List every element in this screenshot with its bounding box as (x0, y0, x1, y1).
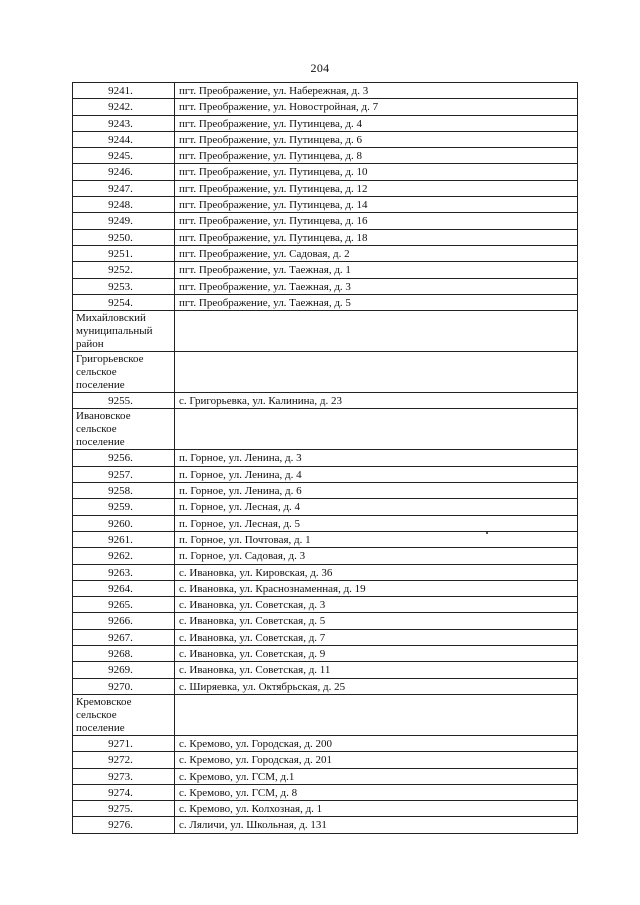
row-address: п. Горное, ул. Садовая, д. 3 (175, 548, 578, 564)
row-address: п. Горное, ул. Почтовая, д. 1 (175, 531, 578, 547)
row-address: с. Ивановка, ул. Советская, д. 11 (175, 662, 578, 678)
row-number: 9264. (73, 580, 175, 596)
row-address: с. Ивановка, ул. Советская, д. 9 (175, 646, 578, 662)
table-row (73, 515, 578, 531)
group-row (73, 352, 578, 393)
row-number: 9242. (73, 99, 175, 115)
row-address: с. Ивановка, ул. Кировская, д. 36 (175, 564, 578, 580)
row-address: пгт. Преображение, ул. Путинцева, д. 4 (175, 115, 578, 131)
row-address: с. Кремово, ул. Городская, д. 201 (175, 752, 578, 768)
row-address: пгт. Преображение, ул. Путинцева, д. 10 (175, 164, 578, 180)
group-label (73, 409, 175, 450)
group-label (73, 311, 175, 352)
table-row (73, 817, 578, 833)
table-row (73, 131, 578, 147)
table-row (73, 784, 578, 800)
row-address: п. Горное, ул. Ленина, д. 3 (175, 450, 578, 466)
row-address: с. Кремово, ул. ГСМ, д. 8 (175, 784, 578, 800)
table-row (73, 531, 578, 547)
table-row (73, 662, 578, 678)
row-number: 9245. (73, 148, 175, 164)
row-number: 9259. (73, 499, 175, 515)
row-address: пгт. Преображение, ул. Новостройная, д. 7 (175, 99, 578, 115)
address-table (72, 82, 578, 834)
row-address: пгт. Преображение, ул. Путинцева, д. 8 (175, 148, 578, 164)
row-number: 9269. (73, 662, 175, 678)
row-address: с. Ивановка, ул. Советская, д. 3 (175, 597, 578, 613)
row-number: 9251. (73, 245, 175, 261)
row-address: пгт. Преображение, ул. Таежная, д. 3 (175, 278, 578, 294)
group-label (73, 352, 175, 393)
row-number: 9247. (73, 180, 175, 196)
table-row (73, 580, 578, 596)
row-number: 9255. (73, 393, 175, 409)
row-number: 9241. (73, 83, 175, 99)
table-row (73, 99, 578, 115)
row-address: пгт. Преображение, ул. Таежная, д. 1 (175, 262, 578, 278)
group-label-line: Михайловский (76, 312, 146, 325)
row-address: пгт. Преображение, ул. Набережная, д. 3 (175, 83, 578, 99)
row-number: 9262. (73, 548, 175, 564)
group-label-line: поселение (76, 436, 125, 449)
table-row (73, 597, 578, 613)
group-label-line: Григорьевское (76, 353, 144, 366)
table-row (73, 752, 578, 768)
table-row (73, 629, 578, 645)
row-address: пгт. Преображение, ул. Путинцева, д. 16 (175, 213, 578, 229)
table-row (73, 148, 578, 164)
row-number: 9273. (73, 768, 175, 784)
table-row (73, 164, 578, 180)
table-row (73, 450, 578, 466)
table-row (73, 197, 578, 213)
row-number: 9261. (73, 531, 175, 547)
row-address: с. Ширяевка, ул. Октябрьская, д. 25 (175, 678, 578, 694)
row-number: 9270. (73, 678, 175, 694)
row-number: 9246. (73, 164, 175, 180)
row-address: с. Кремово, ул. ГСМ, д.1 (175, 768, 578, 784)
row-number: 9244. (73, 131, 175, 147)
address-table-body (73, 83, 578, 834)
row-number: 9272. (73, 752, 175, 768)
row-number: 9268. (73, 646, 175, 662)
group-row (73, 311, 578, 352)
group-label-line: Ивановское (76, 410, 131, 423)
table-row (73, 646, 578, 662)
row-number: 9252. (73, 262, 175, 278)
row-address: пгт. Преображение, ул. Путинцева, д. 14 (175, 197, 578, 213)
row-number: 9260. (73, 515, 175, 531)
row-address: пгт. Преображение, ул. Путинцева, д. 18 (175, 229, 578, 245)
table-row (73, 801, 578, 817)
table-row (73, 499, 578, 515)
table-row (73, 678, 578, 694)
table-row (73, 213, 578, 229)
table-row (73, 245, 578, 261)
row-address: с. Ивановка, ул. Краснознаменная, д. 19 (175, 580, 578, 596)
row-number: 9271. (73, 735, 175, 751)
table-row (73, 294, 578, 310)
table-row (73, 466, 578, 482)
row-address: п. Горное, ул. Ленина, д. 4 (175, 466, 578, 482)
row-number: 9275. (73, 801, 175, 817)
row-address: п. Горное, ул. Лесная, д. 4 (175, 499, 578, 515)
group-empty-cell (175, 352, 578, 393)
row-number: 9253. (73, 278, 175, 294)
table-row (73, 229, 578, 245)
table-row (73, 613, 578, 629)
row-address: с. Кремово, ул. Колхозная, д. 1 (175, 801, 578, 817)
group-row (73, 694, 578, 735)
row-number: 9254. (73, 294, 175, 310)
row-number: 9243. (73, 115, 175, 131)
group-label-line: поселение (76, 379, 125, 392)
row-address: п. Горное, ул. Лесная, д. 5 (175, 515, 578, 531)
group-label-line: Кремовское (76, 695, 132, 708)
table-row (73, 393, 578, 409)
table-row (73, 115, 578, 131)
table-row (73, 262, 578, 278)
row-number: 9256. (73, 450, 175, 466)
row-number: 9274. (73, 784, 175, 800)
row-number: 9265. (73, 597, 175, 613)
row-number: 9257. (73, 466, 175, 482)
row-number: 9263. (73, 564, 175, 580)
row-address: с. Кремово, ул. Городская, д. 200 (175, 735, 578, 751)
group-empty-cell (175, 409, 578, 450)
row-address: с. Григорьевка, ул. Калинина, д. 23 (175, 393, 578, 409)
row-address: п. Горное, ул. Ленина, д. 6 (175, 483, 578, 499)
row-number: 9266. (73, 613, 175, 629)
row-number: 9249. (73, 213, 175, 229)
group-label-line: сельское (76, 708, 117, 721)
group-label-line: район (76, 338, 104, 351)
row-number: 9248. (73, 197, 175, 213)
group-empty-cell (175, 694, 578, 735)
scan-speck (486, 532, 488, 534)
group-label-line: сельское (76, 423, 117, 436)
row-address: пгт. Преображение, ул. Таежная, д. 5 (175, 294, 578, 310)
table-row (73, 278, 578, 294)
row-address: с. Ивановка, ул. Советская, д. 7 (175, 629, 578, 645)
group-empty-cell (175, 311, 578, 352)
row-number: 9258. (73, 483, 175, 499)
row-address: с. Ляличи, ул. Школьная, д. 131 (175, 817, 578, 833)
group-label-line: муниципальный (76, 325, 153, 338)
table-row (73, 180, 578, 196)
table-row (73, 483, 578, 499)
group-label-line: поселение (76, 721, 125, 734)
row-address: пгт. Преображение, ул. Путинцева, д. 6 (175, 131, 578, 147)
row-address: пгт. Преображение, ул. Путинцева, д. 12 (175, 180, 578, 196)
row-number: 9267. (73, 629, 175, 645)
page-number: 204 (310, 61, 330, 75)
table-row (73, 768, 578, 784)
table-row (73, 83, 578, 99)
group-label-line: сельское (76, 366, 117, 379)
row-address: пгт. Преображение, ул. Садовая, д. 2 (175, 245, 578, 261)
row-number: 9276. (73, 817, 175, 833)
row-address: с. Ивановка, ул. Советская, д. 5 (175, 613, 578, 629)
table-row (73, 548, 578, 564)
row-number: 9250. (73, 229, 175, 245)
table-row (73, 564, 578, 580)
table-row (73, 735, 578, 751)
group-row (73, 409, 578, 450)
group-label (73, 694, 175, 735)
